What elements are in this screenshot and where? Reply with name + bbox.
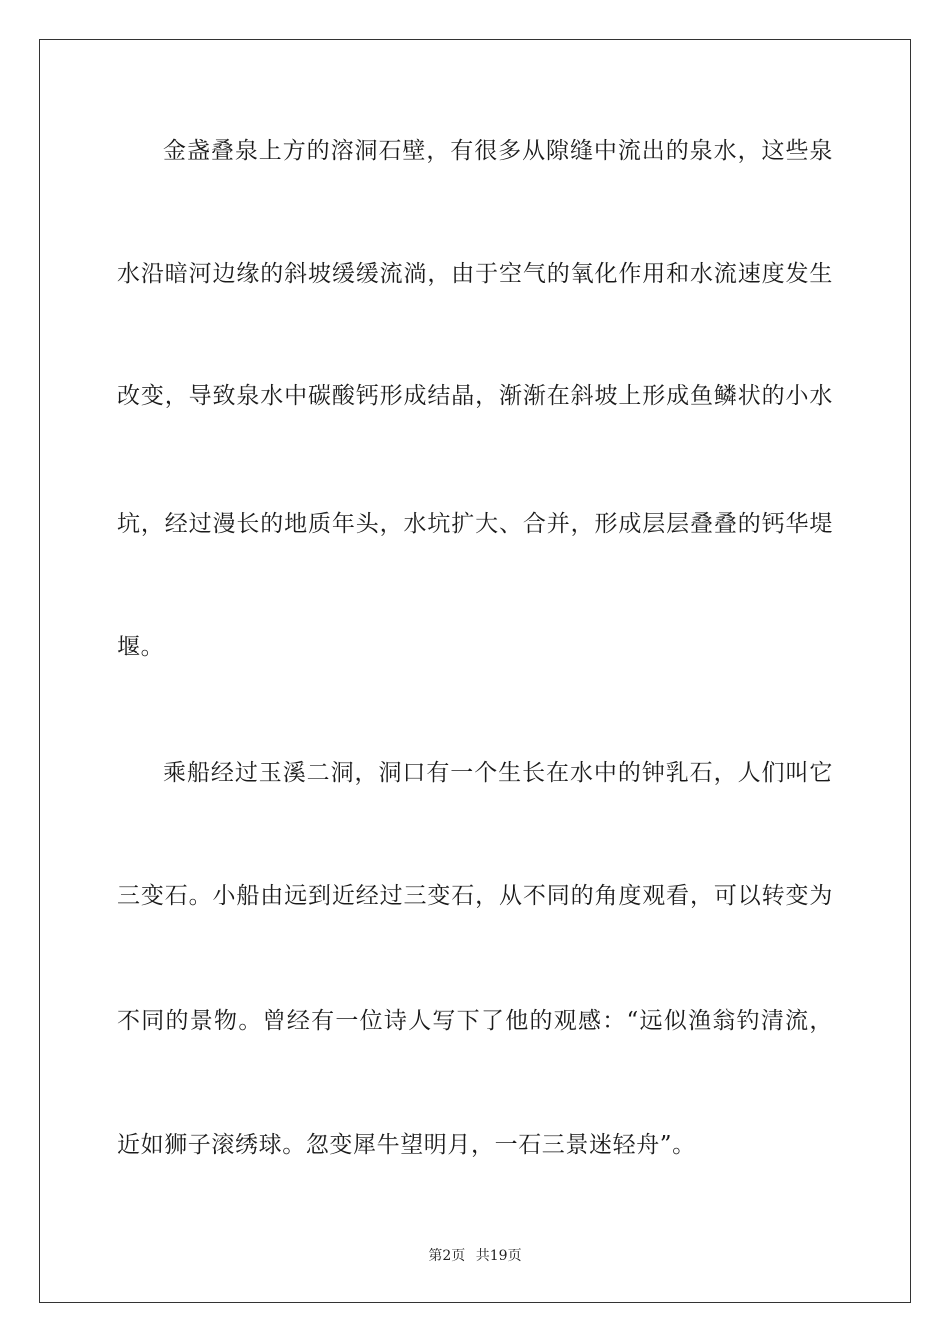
page-border xyxy=(39,39,911,1303)
paragraph-1-line-3: 改变，导致泉水中碳酸钙形成结晶，渐渐在斜坡上形成鱼鳞状的小水 xyxy=(117,383,833,409)
paragraph-2-line-4: 近如狮子滚绣球。忽变犀牛望明月，一石三景迷轻舟”。 xyxy=(117,1132,696,1158)
paragraph-1-line-1: 金盏叠泉上方的溶洞石壁，有很多从隙缝中流出的泉水，这些泉 xyxy=(163,138,833,164)
page-number: 第2页 xyxy=(428,1248,466,1264)
page-footer xyxy=(0,1247,950,1265)
paragraph-2-line-2: 三变石。小船由远到近经过三变石，从不同的角度观看，可以转变为 xyxy=(117,883,833,909)
paragraph-2-line-1: 乘船经过玉溪二洞，洞口有一个生长在水中的钟乳石，人们叫它 xyxy=(163,760,833,786)
paragraph-1-line-4: 坑，经过漫长的地质年头，水坑扩大、合并，形成层层叠叠的钙华堤 xyxy=(117,511,833,537)
paragraph-1-line-5: 堰。 xyxy=(117,634,165,660)
total-pages: 共19页 xyxy=(475,1248,522,1264)
paragraph-2-line-3: 不同的景物。曾经有一位诗人写下了他的观感：“远似渔翁钓清流， xyxy=(117,1008,833,1034)
paragraph-1-line-2: 水沿暗河边缘的斜坡缓缓流淌，由于空气的氧化作用和水流速度发生 xyxy=(117,261,833,287)
